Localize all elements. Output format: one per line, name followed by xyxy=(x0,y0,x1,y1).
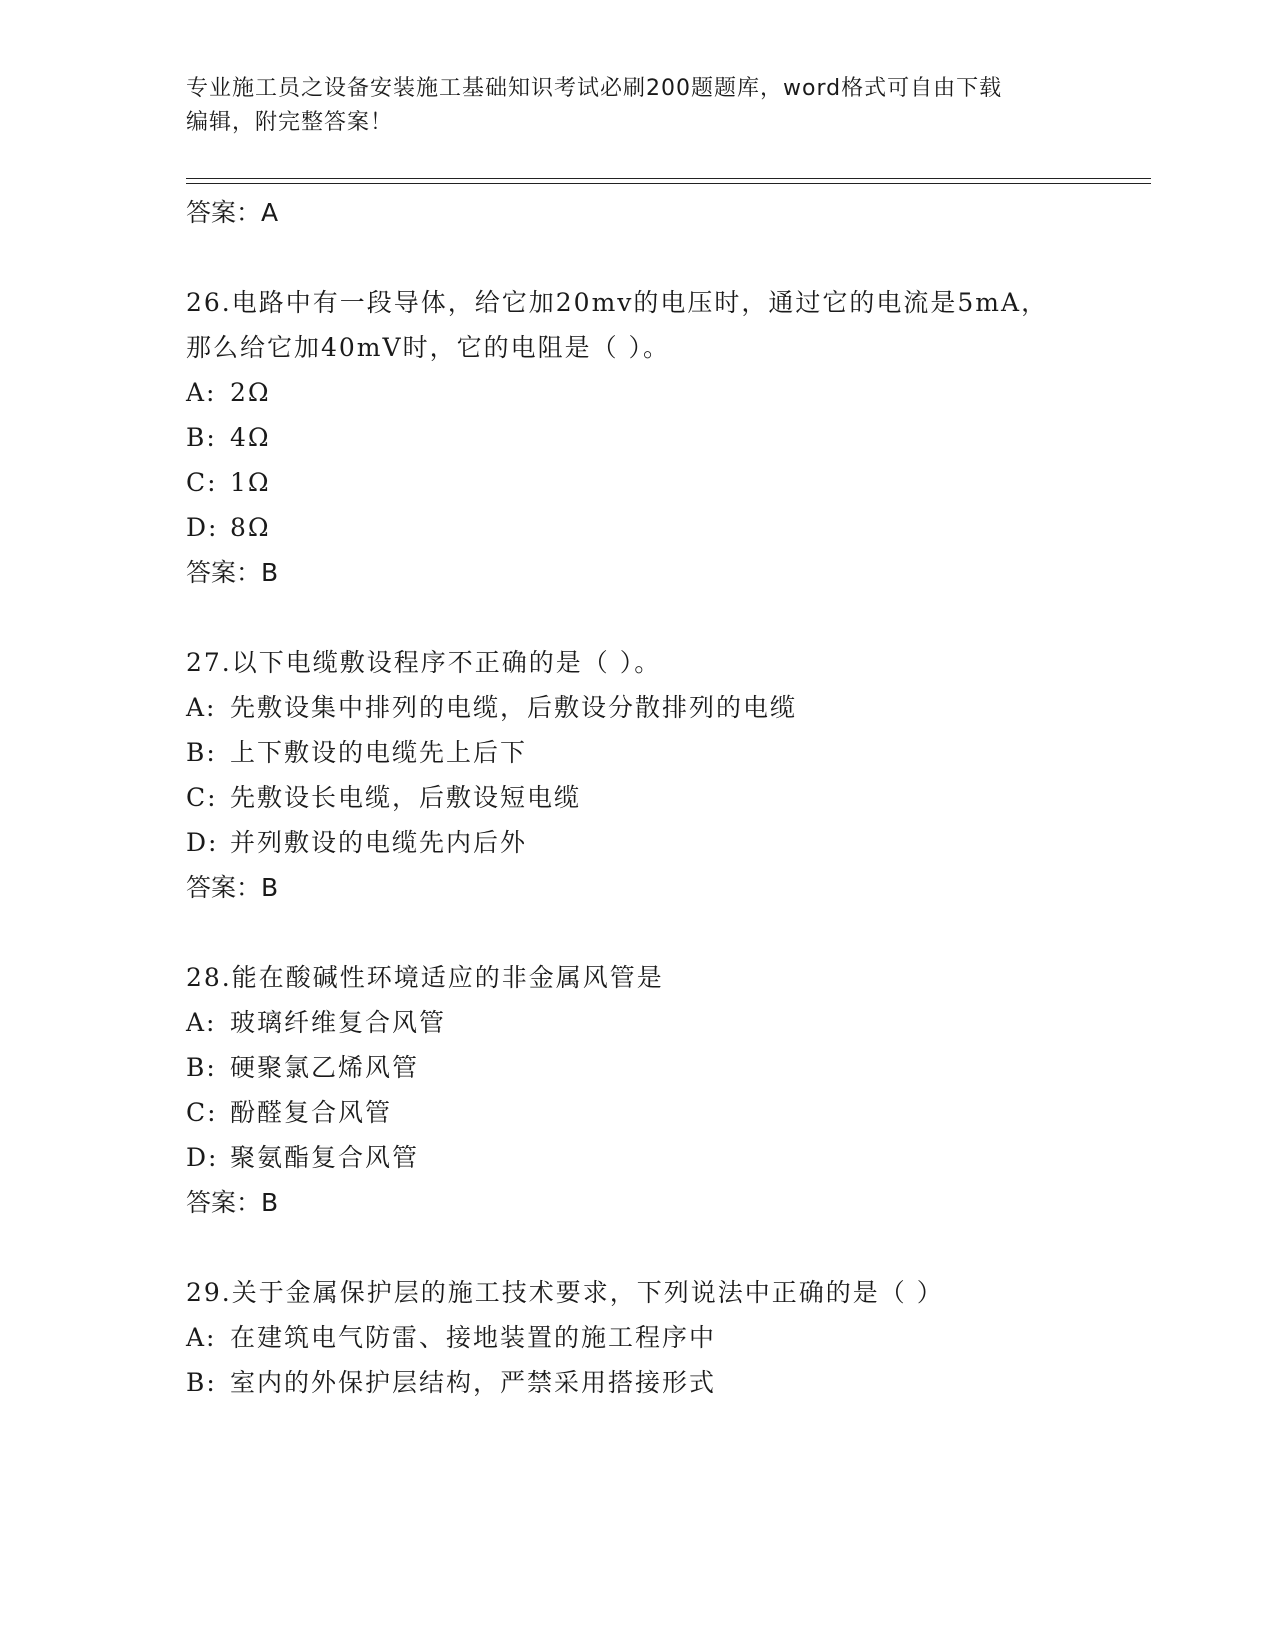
option-b xyxy=(186,1045,1151,1090)
option-c xyxy=(186,460,1151,505)
option-letter: C: xyxy=(186,783,218,812)
option-text: 8Ω xyxy=(230,513,271,542)
option-text: 上下敷设的电缆先上后下 xyxy=(230,738,528,767)
option-b xyxy=(186,415,1151,460)
answer-line: 答案：B xyxy=(186,558,279,587)
option-letter: D: xyxy=(186,1143,219,1172)
option-text: 4Ω xyxy=(230,423,271,452)
option-letter: D: xyxy=(186,828,219,857)
option-text: 室内的外保护层结构，严禁采用搭接形式 xyxy=(230,1368,717,1397)
option-text: 硬聚氯乙烯风管 xyxy=(230,1053,420,1082)
option-letter: C: xyxy=(186,1098,218,1127)
option-d xyxy=(186,505,1151,550)
option-letter: A: xyxy=(186,1008,217,1037)
option-a xyxy=(186,685,1151,730)
question-29 xyxy=(186,1270,1151,1405)
option-letter: B: xyxy=(186,423,217,452)
option-d xyxy=(186,1135,1151,1180)
option-a xyxy=(186,1000,1151,1045)
answer-line: 答案：B xyxy=(186,873,279,902)
question-text: 28.能在酸碱性环境适应的非金属风管是 xyxy=(186,963,664,992)
previous-answer: 答案：A xyxy=(186,198,279,227)
option-text: 2Ω xyxy=(230,378,271,407)
option-text: 并列敷设的电缆先内后外 xyxy=(230,828,528,857)
option-text: 酚醛复合风管 xyxy=(230,1098,393,1127)
option-letter: A: xyxy=(186,1323,217,1352)
option-b xyxy=(186,730,1151,775)
header-rule-bottom xyxy=(186,183,1151,184)
option-a xyxy=(186,1315,1151,1360)
option-text: 玻璃纤维复合风管 xyxy=(230,1008,447,1037)
option-text: 先敷设长电缆，后敷设短电缆 xyxy=(230,783,582,812)
question-list xyxy=(186,190,1151,1405)
header-line-2: 编辑，附完整答案！ xyxy=(186,110,394,135)
document-header xyxy=(186,72,1066,140)
option-letter: B: xyxy=(186,1053,217,1082)
question-text: 29.关于金属保护层的施工技术要求，下列说法中正确的是（ ） xyxy=(186,1278,944,1307)
question-26 xyxy=(186,280,1151,595)
option-text: 在建筑电气防雷、接地装置的施工程序中 xyxy=(230,1323,717,1352)
question-27 xyxy=(186,640,1151,910)
option-letter: A: xyxy=(186,693,217,722)
option-letter: C: xyxy=(186,468,218,497)
option-d xyxy=(186,820,1151,865)
question-28 xyxy=(186,955,1151,1225)
option-c xyxy=(186,775,1151,820)
option-text: 1Ω xyxy=(230,468,271,497)
option-a xyxy=(186,370,1151,415)
option-b xyxy=(186,1360,1151,1405)
option-letter: B: xyxy=(186,738,217,767)
option-letter: A: xyxy=(186,378,217,407)
option-letter: D: xyxy=(186,513,219,542)
option-c xyxy=(186,1090,1151,1135)
answer-line: 答案：B xyxy=(186,1188,279,1217)
header-line-1: 专业施工员之设备安装施工基础知识考试必刷200题题库，word格式可自由下载 xyxy=(186,76,1003,101)
option-text: 先敷设集中排列的电缆，后敷设分散排列的电缆 xyxy=(230,693,798,722)
question-text: 26.电路中有一段导体，给它加20mv的电压时，通过它的电流是5mA， xyxy=(186,288,1049,317)
header-rule-top xyxy=(186,178,1151,179)
option-letter: B: xyxy=(186,1368,217,1397)
question-text: 27.以下电缆敷设程序不正确的是（ ）。 xyxy=(186,648,662,677)
option-text: 聚氨酯复合风管 xyxy=(230,1143,420,1172)
question-text: 那么给它加40mV时，它的电阻是（ ）。 xyxy=(186,333,671,362)
